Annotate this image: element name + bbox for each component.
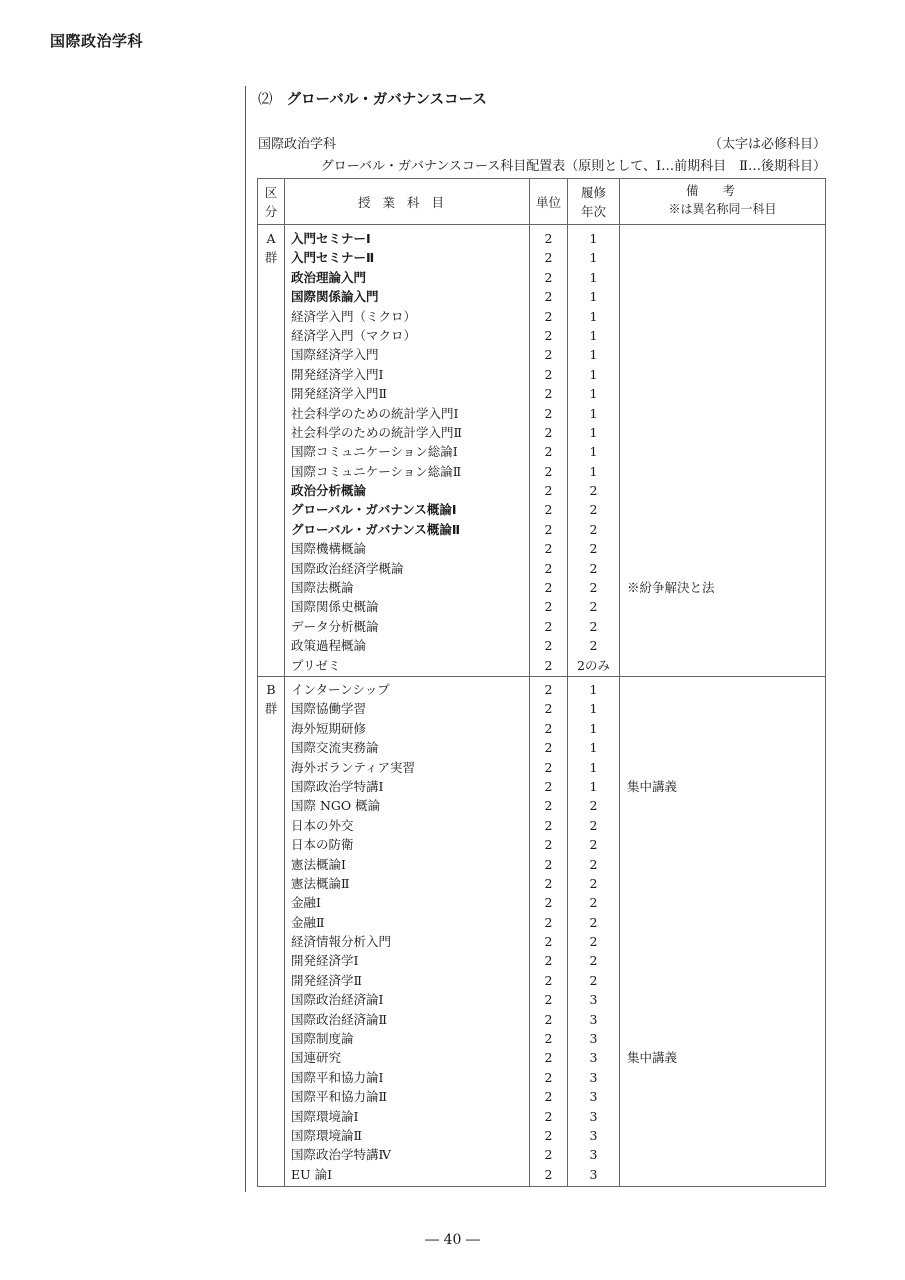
- table-row: [258, 404, 825, 423]
- header-remarks-note: ※は異名称同一科目: [668, 202, 777, 216]
- course-name: 憲法概論Ⅱ: [291, 875, 350, 891]
- table-row: [258, 617, 825, 636]
- course-year: 2: [589, 837, 598, 853]
- course-name: 国際法概論: [291, 580, 354, 596]
- course-name: 国際コミュニケーション総論Ⅱ: [291, 463, 462, 479]
- table-row: [258, 1165, 825, 1184]
- course-year: 1: [589, 250, 598, 266]
- course-year: 1: [589, 463, 598, 479]
- course-units: 2: [544, 1089, 553, 1105]
- table-row: [258, 1029, 825, 1048]
- course-name: 国際経済学入門: [291, 347, 379, 363]
- course-name: 政治理論入門: [291, 269, 367, 285]
- course-remark: ※紛争解決と法: [627, 580, 715, 596]
- group-separator: [258, 676, 825, 677]
- table-row: [258, 971, 825, 990]
- course-units: 2: [544, 541, 553, 557]
- course-year: 2: [589, 618, 598, 634]
- course-year: 1: [589, 308, 598, 324]
- course-name: 入門セミナーⅡ: [291, 250, 375, 266]
- table-row: [258, 442, 825, 461]
- course-name: 国際交流実務論: [291, 740, 379, 756]
- table-row: [258, 699, 825, 718]
- table-row: [258, 855, 825, 874]
- course-year: 3: [589, 1147, 598, 1163]
- table-row: [258, 680, 825, 699]
- course-name: 国際 NGO 概論: [291, 798, 381, 814]
- table-caption-note: （太字は必修科目）: [708, 137, 826, 152]
- course-year: 1: [589, 327, 598, 343]
- course-name: 国際政治経済論Ⅰ: [291, 992, 384, 1008]
- course-units: 2: [544, 740, 553, 756]
- header-separator: [258, 224, 825, 225]
- course-units: 2: [544, 580, 553, 596]
- course-units: 2: [544, 759, 553, 775]
- header-units: 単位: [535, 195, 561, 210]
- course-year: 2: [589, 502, 598, 518]
- course-name: 経済学入門（マクロ）: [291, 327, 417, 343]
- table-row: [258, 287, 825, 306]
- group-a-label-text: A群: [264, 231, 278, 266]
- course-remark: 集中講義: [627, 778, 678, 794]
- course-name: 国際平和協力論Ⅰ: [291, 1069, 384, 1085]
- table-row: [258, 423, 825, 442]
- course-name: EU 論Ⅰ: [291, 1166, 333, 1182]
- course-units: 2: [544, 1108, 553, 1124]
- course-units: 2: [544, 992, 553, 1008]
- course-name: 国際環境論Ⅱ: [291, 1127, 362, 1143]
- table-row: [258, 913, 825, 932]
- table-row: [258, 462, 825, 481]
- course-name: インターンシップ: [291, 682, 390, 697]
- course-units: 2: [544, 638, 553, 654]
- course-name: 開発経済学入門Ⅱ: [291, 386, 387, 402]
- table-caption-department: 国際政治学科: [258, 137, 337, 152]
- course-year: 3: [589, 1127, 598, 1143]
- course-name: 日本の防衛: [291, 837, 354, 853]
- course-units: 2: [544, 502, 553, 518]
- course-units: 2: [544, 405, 553, 421]
- course-year: 1: [589, 347, 598, 363]
- course-units: 2: [544, 347, 553, 363]
- course-name: 海外短期研修: [291, 720, 367, 736]
- course-year: 1: [589, 269, 598, 285]
- course-year: 2: [589, 560, 598, 576]
- header-remarks-title: 備考: [685, 183, 759, 198]
- table-row: [258, 559, 825, 578]
- department-header: 国際政治学科: [50, 32, 144, 50]
- course-year: 3: [589, 1069, 598, 1085]
- course-units: 2: [544, 521, 553, 537]
- course-year: 2のみ: [577, 657, 610, 673]
- course-units: 2: [544, 895, 553, 911]
- course-units: 2: [544, 817, 553, 833]
- table-row: [258, 229, 825, 248]
- course-units: 2: [544, 934, 553, 950]
- course-year: 2: [589, 541, 598, 557]
- table-row: [258, 1126, 825, 1145]
- margin-rule: [245, 86, 246, 1192]
- course-year: 1: [589, 740, 598, 756]
- course-year: 2: [589, 798, 598, 814]
- course-units: 2: [544, 308, 553, 324]
- group-b-rows: [258, 680, 825, 1184]
- table-row: [258, 719, 825, 738]
- course-name: 金融Ⅰ: [291, 895, 321, 911]
- page-number: ― 40 ―: [425, 1232, 480, 1248]
- table-row: [258, 326, 825, 345]
- section-number: ⑵: [258, 92, 273, 108]
- course-year: 2: [589, 895, 598, 911]
- course-name: 開発経済学Ⅱ: [291, 972, 362, 988]
- course-year: 2: [589, 817, 598, 833]
- course-name: 国際政治経済論Ⅱ: [291, 1011, 387, 1027]
- course-name: 国際政治学特講Ⅰ: [291, 778, 384, 794]
- course-name: 国際平和協力論Ⅱ: [291, 1089, 387, 1105]
- course-name: 金融Ⅱ: [291, 914, 325, 930]
- table-row: [258, 365, 825, 384]
- course-units: 2: [544, 618, 553, 634]
- course-year: 1: [589, 424, 598, 440]
- course-name: 国際制度論: [291, 1031, 354, 1047]
- course-name: 社会科学のための統計学入門Ⅱ: [291, 424, 462, 440]
- table-row: [258, 500, 825, 519]
- course-year: 3: [589, 1089, 598, 1105]
- table-row: [258, 1145, 825, 1164]
- course-units: 2: [544, 657, 553, 673]
- table-row: [258, 874, 825, 893]
- table-row: [258, 384, 825, 403]
- course-name: 政策過程概論: [291, 638, 367, 654]
- course-year: 3: [589, 992, 598, 1008]
- course-units: 2: [544, 269, 553, 285]
- course-year: 1: [589, 366, 598, 382]
- table-row: [258, 738, 825, 757]
- course-name: 憲法概論Ⅰ: [291, 856, 346, 872]
- table-row: [258, 636, 825, 655]
- table-row: [258, 990, 825, 1009]
- course-units: 2: [544, 599, 553, 615]
- course-name: プリゼミ: [291, 657, 341, 673]
- course-year: 2: [589, 599, 598, 615]
- course-year: 1: [589, 405, 598, 421]
- course-year: 3: [589, 1011, 598, 1027]
- course-year: 2: [589, 914, 598, 930]
- table-row: [258, 578, 825, 597]
- course-units: 2: [544, 914, 553, 930]
- course-name: グローバル・ガバナンス概論Ⅱ: [291, 521, 461, 537]
- course-units: 2: [544, 1011, 553, 1027]
- course-units: 2: [544, 386, 553, 402]
- course-name: 国際コミュニケーション総論Ⅰ: [291, 444, 458, 460]
- course-year: 2: [589, 972, 598, 988]
- course-year: 2: [589, 934, 598, 950]
- course-year: 1: [589, 444, 598, 460]
- course-units: 2: [544, 463, 553, 479]
- course-units: 2: [544, 972, 553, 988]
- course-units: 2: [544, 953, 553, 969]
- course-name: 開発経済学入門Ⅰ: [291, 366, 384, 382]
- course-name: 経済学入門（ミクロ）: [291, 308, 417, 324]
- table-row: [258, 539, 825, 558]
- course-name: 社会科学のための統計学入門Ⅰ: [291, 405, 459, 421]
- course-year: 2: [589, 483, 598, 499]
- course-year: 2: [589, 856, 598, 872]
- table-row: [258, 345, 825, 364]
- course-name: 国際機構概論: [291, 541, 367, 557]
- table-row: [258, 248, 825, 267]
- table-row: [258, 656, 825, 675]
- table-row: [258, 758, 825, 777]
- table-row: [258, 481, 825, 500]
- course-year: 2: [589, 875, 598, 891]
- course-units: 2: [544, 231, 553, 246]
- table-row: [258, 796, 825, 815]
- course-year: 1: [589, 231, 598, 246]
- table-row: [258, 835, 825, 854]
- header-category-text: 区分: [264, 185, 278, 219]
- table-row: [258, 951, 825, 970]
- course-year: 1: [589, 701, 598, 717]
- course-units: 2: [544, 701, 553, 717]
- table-row: [258, 932, 825, 951]
- course-name: 国連研究: [291, 1050, 342, 1066]
- course-units: 2: [544, 1127, 553, 1143]
- course-year: 3: [589, 1050, 598, 1066]
- course-year: 1: [589, 759, 598, 775]
- header-year-text: 履修年次: [580, 185, 606, 219]
- course-name: 国際関係論入門: [291, 289, 379, 305]
- course-units: 2: [544, 560, 553, 576]
- course-units: 2: [544, 444, 553, 460]
- course-name: グローバル・ガバナンス概論Ⅰ: [291, 502, 457, 518]
- header-remarks: [620, 181, 825, 219]
- group-a-rows: [258, 229, 825, 675]
- course-units: 2: [544, 483, 553, 499]
- course-name: 国際政治経済学概論: [291, 560, 404, 576]
- table-caption-title: グローバル・ガバナンスコース科目配置表（原則として、Ⅰ…前期科目 Ⅱ…後期科目）: [320, 159, 826, 174]
- course-units: 2: [544, 798, 553, 814]
- table-row: [258, 520, 825, 539]
- course-remark: 集中講義: [627, 1050, 678, 1066]
- table-row: [258, 816, 825, 835]
- course-table: [257, 178, 826, 1187]
- course-units: 2: [544, 778, 553, 794]
- table-row: [258, 597, 825, 616]
- course-units: 2: [544, 289, 553, 305]
- course-year: 3: [589, 1031, 598, 1047]
- course-name: 経済情報分析入門: [291, 934, 392, 950]
- course-year: 3: [589, 1108, 598, 1124]
- table-row: [258, 268, 825, 287]
- course-year: 2: [589, 521, 598, 537]
- course-year: 1: [589, 289, 598, 305]
- course-units: 2: [544, 875, 553, 891]
- course-units: 2: [544, 1166, 553, 1182]
- course-year: 1: [589, 720, 598, 736]
- header-subject: 授業科目: [357, 195, 456, 210]
- course-units: 2: [544, 327, 553, 343]
- course-name: 国際環境論Ⅰ: [291, 1108, 359, 1124]
- table-row: [258, 1048, 825, 1067]
- course-name: データ分析概論: [291, 618, 379, 634]
- course-name: 政治分析概論: [291, 483, 367, 499]
- course-year: 2: [589, 580, 598, 596]
- course-year: 1: [589, 682, 598, 697]
- course-units: 2: [544, 837, 553, 853]
- course-units: 2: [544, 682, 553, 697]
- course-units: 2: [544, 1147, 553, 1163]
- course-units: 2: [544, 856, 553, 872]
- course-units: 2: [544, 250, 553, 266]
- course-year: 1: [589, 778, 598, 794]
- course-name: 日本の外交: [291, 817, 354, 833]
- course-units: 2: [544, 366, 553, 382]
- course-units: 2: [544, 1031, 553, 1047]
- course-year: 3: [589, 1166, 598, 1182]
- table-row: [258, 893, 825, 912]
- course-year: 1: [589, 386, 598, 402]
- course-name: 海外ボランティア実習: [291, 759, 416, 775]
- course-name: 国際政治学特講Ⅳ: [291, 1147, 391, 1163]
- course-name: 入門セミナーⅠ: [291, 231, 371, 246]
- course-units: 2: [544, 720, 553, 736]
- course-year: 2: [589, 638, 598, 654]
- course-units: 2: [544, 424, 553, 440]
- table-row: [258, 1010, 825, 1029]
- table-row: [258, 307, 825, 326]
- course-name: 開発経済学Ⅰ: [291, 953, 359, 969]
- course-name: 国際関係史概論: [291, 599, 379, 615]
- course-name: 国際協働学習: [291, 701, 367, 717]
- header-category: [258, 183, 284, 221]
- section-heading: [258, 88, 487, 109]
- table-row: [258, 1107, 825, 1126]
- group-b-label-text: B群: [264, 682, 278, 717]
- section-title: グローバル・ガバナンスコース: [286, 92, 487, 108]
- course-units: 2: [544, 1069, 553, 1085]
- course-units: 2: [544, 1050, 553, 1066]
- table-row: [258, 1087, 825, 1106]
- table-row: [258, 1068, 825, 1087]
- header-year: [568, 183, 619, 221]
- table-row: [258, 777, 825, 796]
- course-year: 2: [589, 953, 598, 969]
